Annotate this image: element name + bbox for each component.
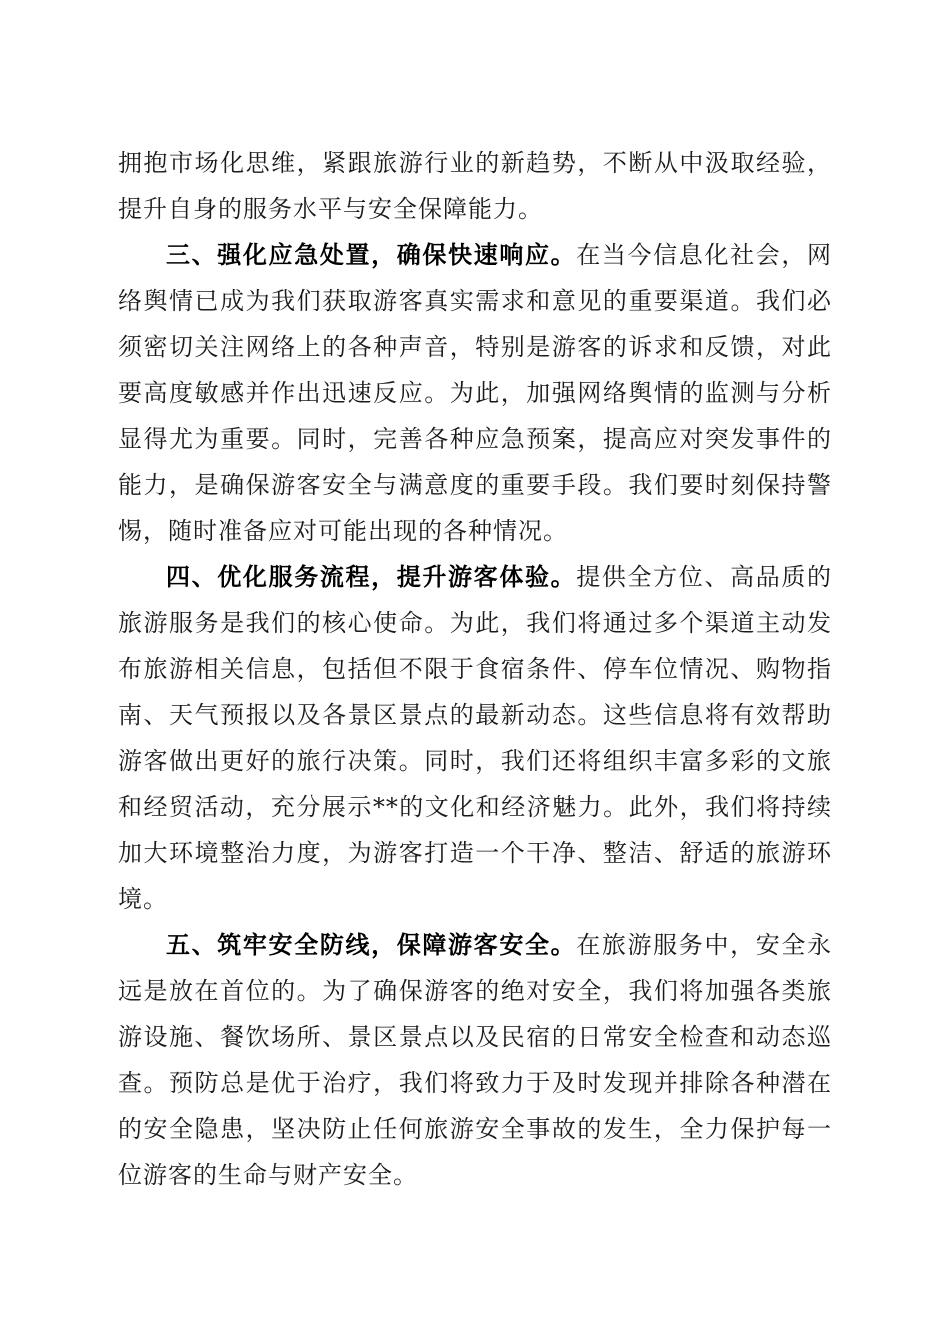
paragraph-section-4 xyxy=(118,554,832,922)
paragraph-body: 提供全方位、高品质的旅游服务是我们的核心使命。为此，我们将通过多个渠道主动发布旅游相关信息，包括但不限于食宿条件、停车位情况、购物指南、天气预报以及各景区景点的最新动态。这些信息将有效帮助游客做出更好的旅行决策。同时，我们还将组织丰富多彩的文旅和经贸活动，充分展示**的文化和经济魅力。此外，我们将持续加大环境整治力度，为游客打造一个干净、整洁、舒适的旅游环境。 xyxy=(118,563,833,913)
document-body xyxy=(118,140,832,1198)
paragraph-section-3 xyxy=(118,232,832,554)
paragraph-body: 在旅游服务中，安全永远是放在首位的。为了确保游客的绝对安全，我们将加强各类旅游设施、餐饮场所、景区景点以及民宿的日常安全检查和动态巡查。预防总是优于治疗，我们将致力于及时发现并排除各种潜在的安全隐患，坚决防止任何旅游安全事故的发生，全力保护每一位游客的生命与财产安全。 xyxy=(118,931,833,1189)
paragraph-continuation xyxy=(118,140,832,232)
paragraph-body: 拥抱市场化思维，紧跟旅游行业的新趋势，不断从中汲取经验，提升自身的服务水平与安全保障能力。 xyxy=(118,149,832,223)
section-heading: 四、优化服务流程，提升游客体验。 xyxy=(166,563,577,591)
paragraph-body: 在当今信息化社会，网络舆情已成为我们获取游客真实需求和意见的重要渠道。我们必须密切关注网络上的各种声音，特别是游客的诉求和反馈，对此要高度敏感并作出迅速反应。为此，加强网络舆情的监测与分析显得尤为重要。同时，完善各种应急预案，提高应对突发事件的能力，是确保游客安全与满意度的重要手段。我们要时刻保持警惕，随时准备应对可能出现的各种情况。 xyxy=(118,241,833,545)
section-heading: 三、强化应急处置，确保快速响应。 xyxy=(166,241,577,269)
paragraph-section-5 xyxy=(118,922,832,1198)
section-heading: 五、筑牢安全防线，保障游客安全。 xyxy=(166,931,577,959)
